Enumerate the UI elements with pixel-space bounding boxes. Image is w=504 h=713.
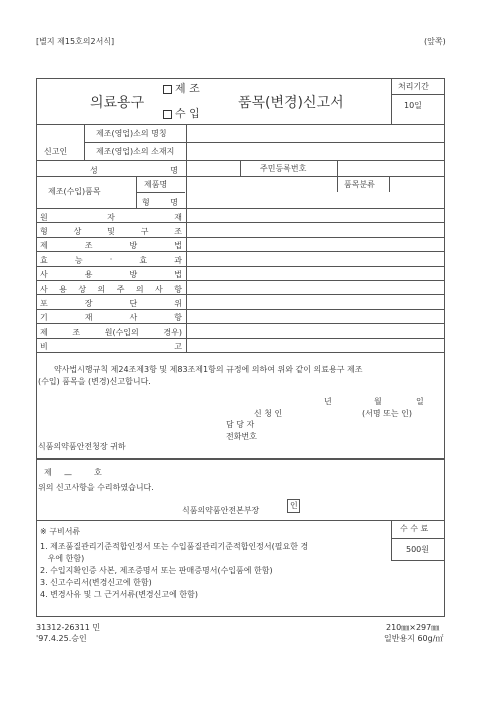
company-address-label: 제조(영업)소의 소재지 bbox=[96, 147, 175, 156]
manager-label: 담 당 자 bbox=[226, 420, 255, 429]
date-year: 년 bbox=[324, 397, 332, 406]
form-number: [별지 제15호의2서식] bbox=[36, 37, 115, 46]
receipt-number-label: 제 bbox=[44, 468, 52, 477]
document-item: 2. 수입지확인증 사본, 제조증명서 또는 판매증명서(수입품에 한함) bbox=[40, 566, 273, 575]
documents-list bbox=[40, 541, 308, 601]
name-label: 성 명 bbox=[90, 166, 178, 175]
page-side: (앞쪽) bbox=[424, 37, 446, 46]
statement-line1: 약사법시행규칙 제24조제3항 및 제83조제1항의 규정에 의하여 위와 같이 의료용구 제조 bbox=[54, 365, 363, 374]
item-row-label: 사 용 방 법 bbox=[40, 270, 182, 280]
receipt-number-suffix: 호 bbox=[94, 468, 102, 477]
item-row-label: 원 자 재 bbox=[40, 212, 182, 222]
title-left: 의료용구 bbox=[90, 95, 145, 111]
rrn-label: 주민등록번호 bbox=[260, 164, 307, 173]
receipt-accept-text: 위의 신고사항을 수리하였습니다. bbox=[38, 483, 154, 492]
document-item: 1. 제조품질관리기준적합인정서 또는 수입품질관리기준적합인정서(필요한 경 bbox=[40, 542, 309, 551]
statement-line2: (수입) 품목을 (변경)신고합니다. bbox=[38, 377, 151, 386]
phone-label: 전화번호 bbox=[226, 432, 257, 441]
applicant-sign-label: 신 청 인 bbox=[254, 409, 283, 418]
item-row-label: 형 상 및 구 조 bbox=[40, 226, 182, 236]
fee-label: 수 수 료 bbox=[400, 524, 429, 533]
processing-label: 처리기간 bbox=[398, 82, 429, 91]
product-name-label: 제품명 bbox=[144, 180, 168, 189]
item-row-label: 효 능 · 효 과 bbox=[40, 254, 182, 265]
fee-value: 500원 bbox=[406, 545, 429, 554]
addressee: 식품의약품안전청장 귀하 bbox=[38, 442, 126, 451]
document-item: 4. 변경사유 및 그 근거서류(변경신고에 한함) bbox=[40, 590, 198, 599]
product-label: 제조(수입)품목 bbox=[48, 187, 101, 196]
date-month: 월 bbox=[374, 397, 382, 406]
processing-value: 10일 bbox=[404, 101, 422, 110]
company-name-label: 제조(영업)소의 명칭 bbox=[96, 129, 167, 138]
model-label: 형 명 bbox=[142, 198, 178, 207]
checkbox-icon[interactable] bbox=[163, 110, 172, 119]
signature-label: (서명 또는 인) bbox=[362, 409, 412, 418]
option-import[interactable]: 수 입 bbox=[163, 108, 200, 119]
receipt-dash: — bbox=[64, 470, 72, 479]
checkbox-icon[interactable] bbox=[163, 85, 172, 94]
category-label: 품목분류 bbox=[344, 180, 375, 189]
seal-mark: 인 bbox=[290, 501, 298, 510]
document-item: 우에 한함) bbox=[40, 554, 85, 563]
title-right: 품목(변경)신고서 bbox=[238, 95, 344, 111]
date-day: 일 bbox=[416, 397, 424, 406]
approval-date: '97.4.25.승인 bbox=[36, 634, 87, 643]
authority-label: 식품의약품안전본부장 bbox=[182, 506, 260, 515]
form-code: 31312-26311 민 bbox=[36, 623, 101, 632]
seal-box bbox=[287, 499, 300, 513]
document-item: 3. 신고수리서(변경신고에 한함) bbox=[40, 578, 152, 587]
item-row-label: 제 조 방 법 bbox=[40, 241, 182, 251]
item-row-label: 포 장 단 위 bbox=[40, 298, 182, 308]
paper-type: 일반용지 60g/㎡ bbox=[384, 634, 444, 643]
item-row-label: 사 용 상 의 주 의 사 항 bbox=[40, 284, 182, 294]
option-manufacture[interactable]: 제 조 bbox=[163, 83, 200, 94]
item-row-label: 기 재 사 항 bbox=[40, 313, 182, 323]
applicant-label: 신고인 bbox=[44, 147, 68, 156]
item-row-label: 제 조 원(수입의 경우) bbox=[40, 327, 182, 337]
documents-title: ※ 구비서류 bbox=[40, 527, 81, 536]
paper-size: 210㎜×297㎜ bbox=[386, 623, 440, 632]
item-row-label: 비 고 bbox=[40, 342, 182, 352]
